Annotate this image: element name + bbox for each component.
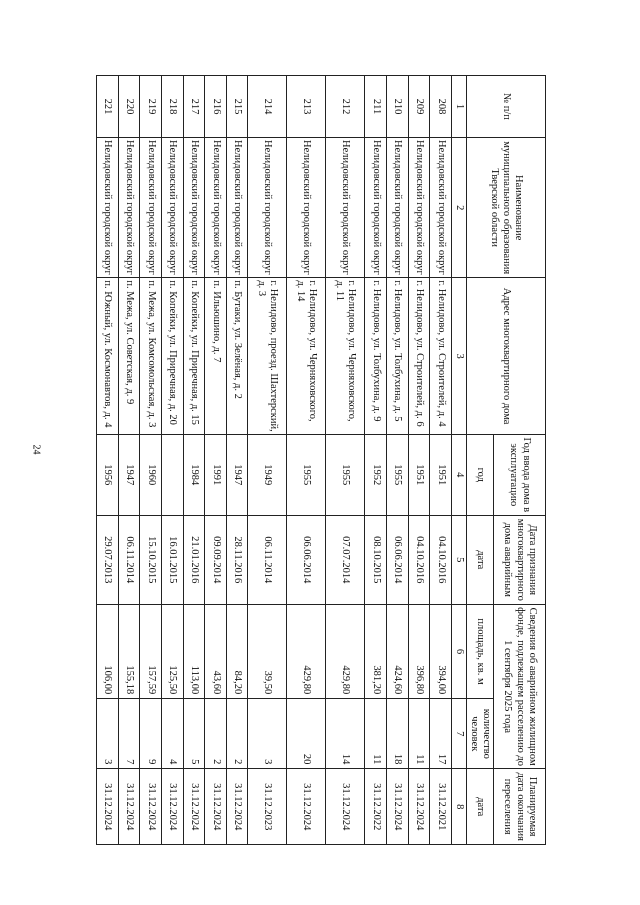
area-cell: 381,20 xyxy=(365,604,387,698)
area-cell: 155,18 xyxy=(118,604,140,698)
column-number: 5 xyxy=(451,515,466,604)
header-year: Год ввода дома в эксплуатацию xyxy=(494,434,546,515)
people-count-cell: 9 xyxy=(140,699,162,769)
area-cell: 396,80 xyxy=(408,604,430,698)
row-number-cell: 209 xyxy=(408,76,430,138)
subheader-area: площадь, кв. м xyxy=(466,604,493,698)
row-number-cell: 208 xyxy=(430,76,452,138)
address-cell: п. Южный, ул. Космонавтов, д. 4 xyxy=(97,278,119,434)
planned-date-cell: 31.12.2024 xyxy=(205,769,227,845)
area-cell: 424,60 xyxy=(386,604,408,698)
row-number-cell: 213 xyxy=(287,76,326,138)
table-row xyxy=(386,76,408,845)
header-address: Адрес многоквартирного дома xyxy=(466,278,545,434)
municipality-cell: Нелидовский городской округ xyxy=(326,138,365,278)
recognition-date-cell: 04.10.2016 xyxy=(430,515,452,604)
area-cell: 394,00 xyxy=(430,604,452,698)
year-cell: 1955 xyxy=(386,434,408,515)
header-planned: Планируемая дата окончания переселения xyxy=(494,769,546,845)
planned-date-cell: 31.12.2024 xyxy=(97,769,119,845)
recognition-date-cell: 06.11.2014 xyxy=(248,515,287,604)
address-cell: п. Межа, ул. Советская, д. 9 xyxy=(118,278,140,434)
row-number-cell: 211 xyxy=(365,76,387,138)
address-cell: г. Нелидово, ул. Черняховского, д. 11 xyxy=(326,278,365,434)
table-row xyxy=(161,76,183,845)
year-cell: 1984 xyxy=(183,434,205,515)
row-number-cell: 216 xyxy=(205,76,227,138)
table-row xyxy=(287,76,326,845)
header-housing: Сведения об аварийном жилищном фонде, подлежащем расселению до 1 сентября 2025 года xyxy=(494,604,546,769)
subheader-people: количество человек xyxy=(466,699,493,769)
people-count-cell: 4 xyxy=(161,699,183,769)
table-row xyxy=(226,76,248,845)
column-number: 6 xyxy=(451,604,466,698)
people-count-cell: 14 xyxy=(326,699,365,769)
table-row xyxy=(140,76,162,845)
year-cell: 1951 xyxy=(408,434,430,515)
recognition-date-cell: 28.11.2016 xyxy=(226,515,248,604)
municipality-cell: Нелидовский городской округ xyxy=(205,138,227,278)
recognition-date-cell: 08.10.2015 xyxy=(365,515,387,604)
address-cell: г. Нелидово, ул. Толбухина, д. 9 xyxy=(365,278,387,434)
row-number-cell: 221 xyxy=(97,76,119,138)
column-number: 7 xyxy=(451,699,466,769)
area-cell: 429,80 xyxy=(287,604,326,698)
municipality-cell: Нелидовский городской округ xyxy=(161,138,183,278)
row-number-cell: 218 xyxy=(161,76,183,138)
people-count-cell: 11 xyxy=(365,699,387,769)
recognition-date-cell: 16.01.2015 xyxy=(161,515,183,604)
recognition-date-cell: 07.07.2014 xyxy=(326,515,365,604)
table-row xyxy=(248,76,287,845)
address-cell: п. Копейки, ул. Приречная, д. 15 xyxy=(183,278,205,434)
table-row xyxy=(183,76,205,845)
year-cell: 1991 xyxy=(205,434,227,515)
people-count-cell: 5 xyxy=(183,699,205,769)
address-cell: г. Нелидово, ул. Черняховского, д. 14 xyxy=(287,278,326,434)
table-row xyxy=(205,76,227,845)
people-count-cell: 2 xyxy=(205,699,227,769)
row-number-cell: 220 xyxy=(118,76,140,138)
row-number-cell: 212 xyxy=(326,76,365,138)
address-cell: г. Нелидово, ул. Строителей, д. 6 xyxy=(408,278,430,434)
table-row xyxy=(408,76,430,845)
subheader-planned-date: дата xyxy=(466,769,493,845)
recognition-date-cell: 29.07.2013 xyxy=(97,515,119,604)
year-cell: 1947 xyxy=(118,434,140,515)
row-number-cell: 215 xyxy=(226,76,248,138)
recognition-date-cell: 06.06.2014 xyxy=(386,515,408,604)
planned-date-cell: 31.12.2024 xyxy=(118,769,140,845)
year-cell: 1947 xyxy=(226,434,248,515)
header-municipality: Наименование муниципального образования Тверской области xyxy=(466,138,545,278)
table-row xyxy=(326,76,365,845)
area-cell: 43,60 xyxy=(205,604,227,698)
area-cell: 113,00 xyxy=(183,604,205,698)
recognition-date-cell: 06.11.2014 xyxy=(118,515,140,604)
table-row xyxy=(118,76,140,845)
table-row xyxy=(365,76,387,845)
year-cell xyxy=(161,434,183,515)
planned-date-cell: 31.12.2024 xyxy=(226,769,248,845)
municipality-cell: Нелидовский городской округ xyxy=(248,138,287,278)
address-cell: п. Ильюшино, д. 7 xyxy=(205,278,227,434)
year-cell: 1952 xyxy=(365,434,387,515)
header-recognition: Дата признания многоквартирного дома аварийным xyxy=(494,515,546,604)
address-cell: п. Межа, ул. Комсомольская, д. 3 xyxy=(140,278,162,434)
subheader-year: год xyxy=(466,434,493,515)
planned-date-cell: 31.12.2022 xyxy=(365,769,387,845)
address-cell: п. Копейки, ул. Приречная, д. 20 xyxy=(161,278,183,434)
planned-date-cell: 31.12.2024 xyxy=(326,769,365,845)
area-cell: 84,20 xyxy=(226,604,248,698)
planned-date-cell: 31.12.2024 xyxy=(386,769,408,845)
address-cell: г. Нелидово, проезд. Шахтерский, д. 3 xyxy=(248,278,287,434)
municipality-cell: Нелидовский городской округ xyxy=(118,138,140,278)
area-cell: 39,50 xyxy=(248,604,287,698)
area-cell: 106,00 xyxy=(97,604,119,698)
people-count-cell: 3 xyxy=(97,699,119,769)
row-number-cell: 219 xyxy=(140,76,162,138)
table-row xyxy=(97,76,119,845)
municipality-cell: Нелидовский городской округ xyxy=(287,138,326,278)
year-cell: 1956 xyxy=(97,434,119,515)
people-count-cell: 17 xyxy=(430,699,452,769)
planned-date-cell: 31.12.2024 xyxy=(183,769,205,845)
planned-date-cell: 31.12.2024 xyxy=(287,769,326,845)
planned-date-cell: 31.12.2024 xyxy=(140,769,162,845)
row-number-cell: 217 xyxy=(183,76,205,138)
address-cell: п. Бутаки, ул. Зелёная, д. 2 xyxy=(226,278,248,434)
column-number: 1 xyxy=(451,76,466,138)
header-no: № п/п xyxy=(466,76,545,138)
year-cell: 1960 xyxy=(140,434,162,515)
people-count-cell: 20 xyxy=(287,699,326,769)
municipality-cell: Нелидовский городской округ xyxy=(226,138,248,278)
municipality-cell: Нелидовский городской округ xyxy=(365,138,387,278)
planned-date-cell: 31.12.2023 xyxy=(248,769,287,845)
people-count-cell: 3 xyxy=(248,699,287,769)
year-cell: 1949 xyxy=(248,434,287,515)
municipality-cell: Нелидовский городской округ xyxy=(97,138,119,278)
recognition-date-cell: 04.10.2016 xyxy=(408,515,430,604)
people-count-cell: 7 xyxy=(118,699,140,769)
page-number: 24 xyxy=(30,444,42,455)
column-number: 4 xyxy=(451,434,466,515)
area-cell: 429,80 xyxy=(326,604,365,698)
recognition-date-cell: 09.09.2014 xyxy=(205,515,227,604)
municipality-cell: Нелидовский городской округ xyxy=(408,138,430,278)
recognition-date-cell: 06.06.2014 xyxy=(287,515,326,604)
recognition-date-cell: 21.01.2016 xyxy=(183,515,205,604)
planned-date-cell: 31.12.2021 xyxy=(430,769,452,845)
municipality-cell: Нелидовский городской округ xyxy=(140,138,162,278)
row-number-cell: 210 xyxy=(386,76,408,138)
recognition-date-cell: 15.10.2015 xyxy=(140,515,162,604)
column-number: 2 xyxy=(451,138,466,278)
area-cell: 125,50 xyxy=(161,604,183,698)
year-cell: 1951 xyxy=(430,434,452,515)
table-row xyxy=(430,76,452,845)
municipality-cell: Нелидовский городской округ xyxy=(430,138,452,278)
people-count-cell: 2 xyxy=(226,699,248,769)
year-cell: 1955 xyxy=(326,434,365,515)
municipality-cell: Нелидовский городской округ xyxy=(386,138,408,278)
row-number-cell: 214 xyxy=(248,76,287,138)
housing-table xyxy=(96,75,546,845)
address-cell: г. Нелидово, ул. Толбухина, д. 5 xyxy=(386,278,408,434)
subheader-date: дата xyxy=(466,515,493,604)
planned-date-cell: 31.12.2024 xyxy=(408,769,430,845)
people-count-cell: 11 xyxy=(408,699,430,769)
rotated-table-container xyxy=(96,75,546,845)
year-cell: 1955 xyxy=(287,434,326,515)
table-body xyxy=(97,76,452,845)
municipality-cell: Нелидовский городской округ xyxy=(183,138,205,278)
people-count-cell: 18 xyxy=(386,699,408,769)
address-cell: г. Нелидово, ул. Строителей, д. 4 xyxy=(430,278,452,434)
planned-date-cell: 31.12.2024 xyxy=(161,769,183,845)
column-number: 3 xyxy=(451,278,466,434)
column-number: 8 xyxy=(451,769,466,845)
area-cell: 157,59 xyxy=(140,604,162,698)
